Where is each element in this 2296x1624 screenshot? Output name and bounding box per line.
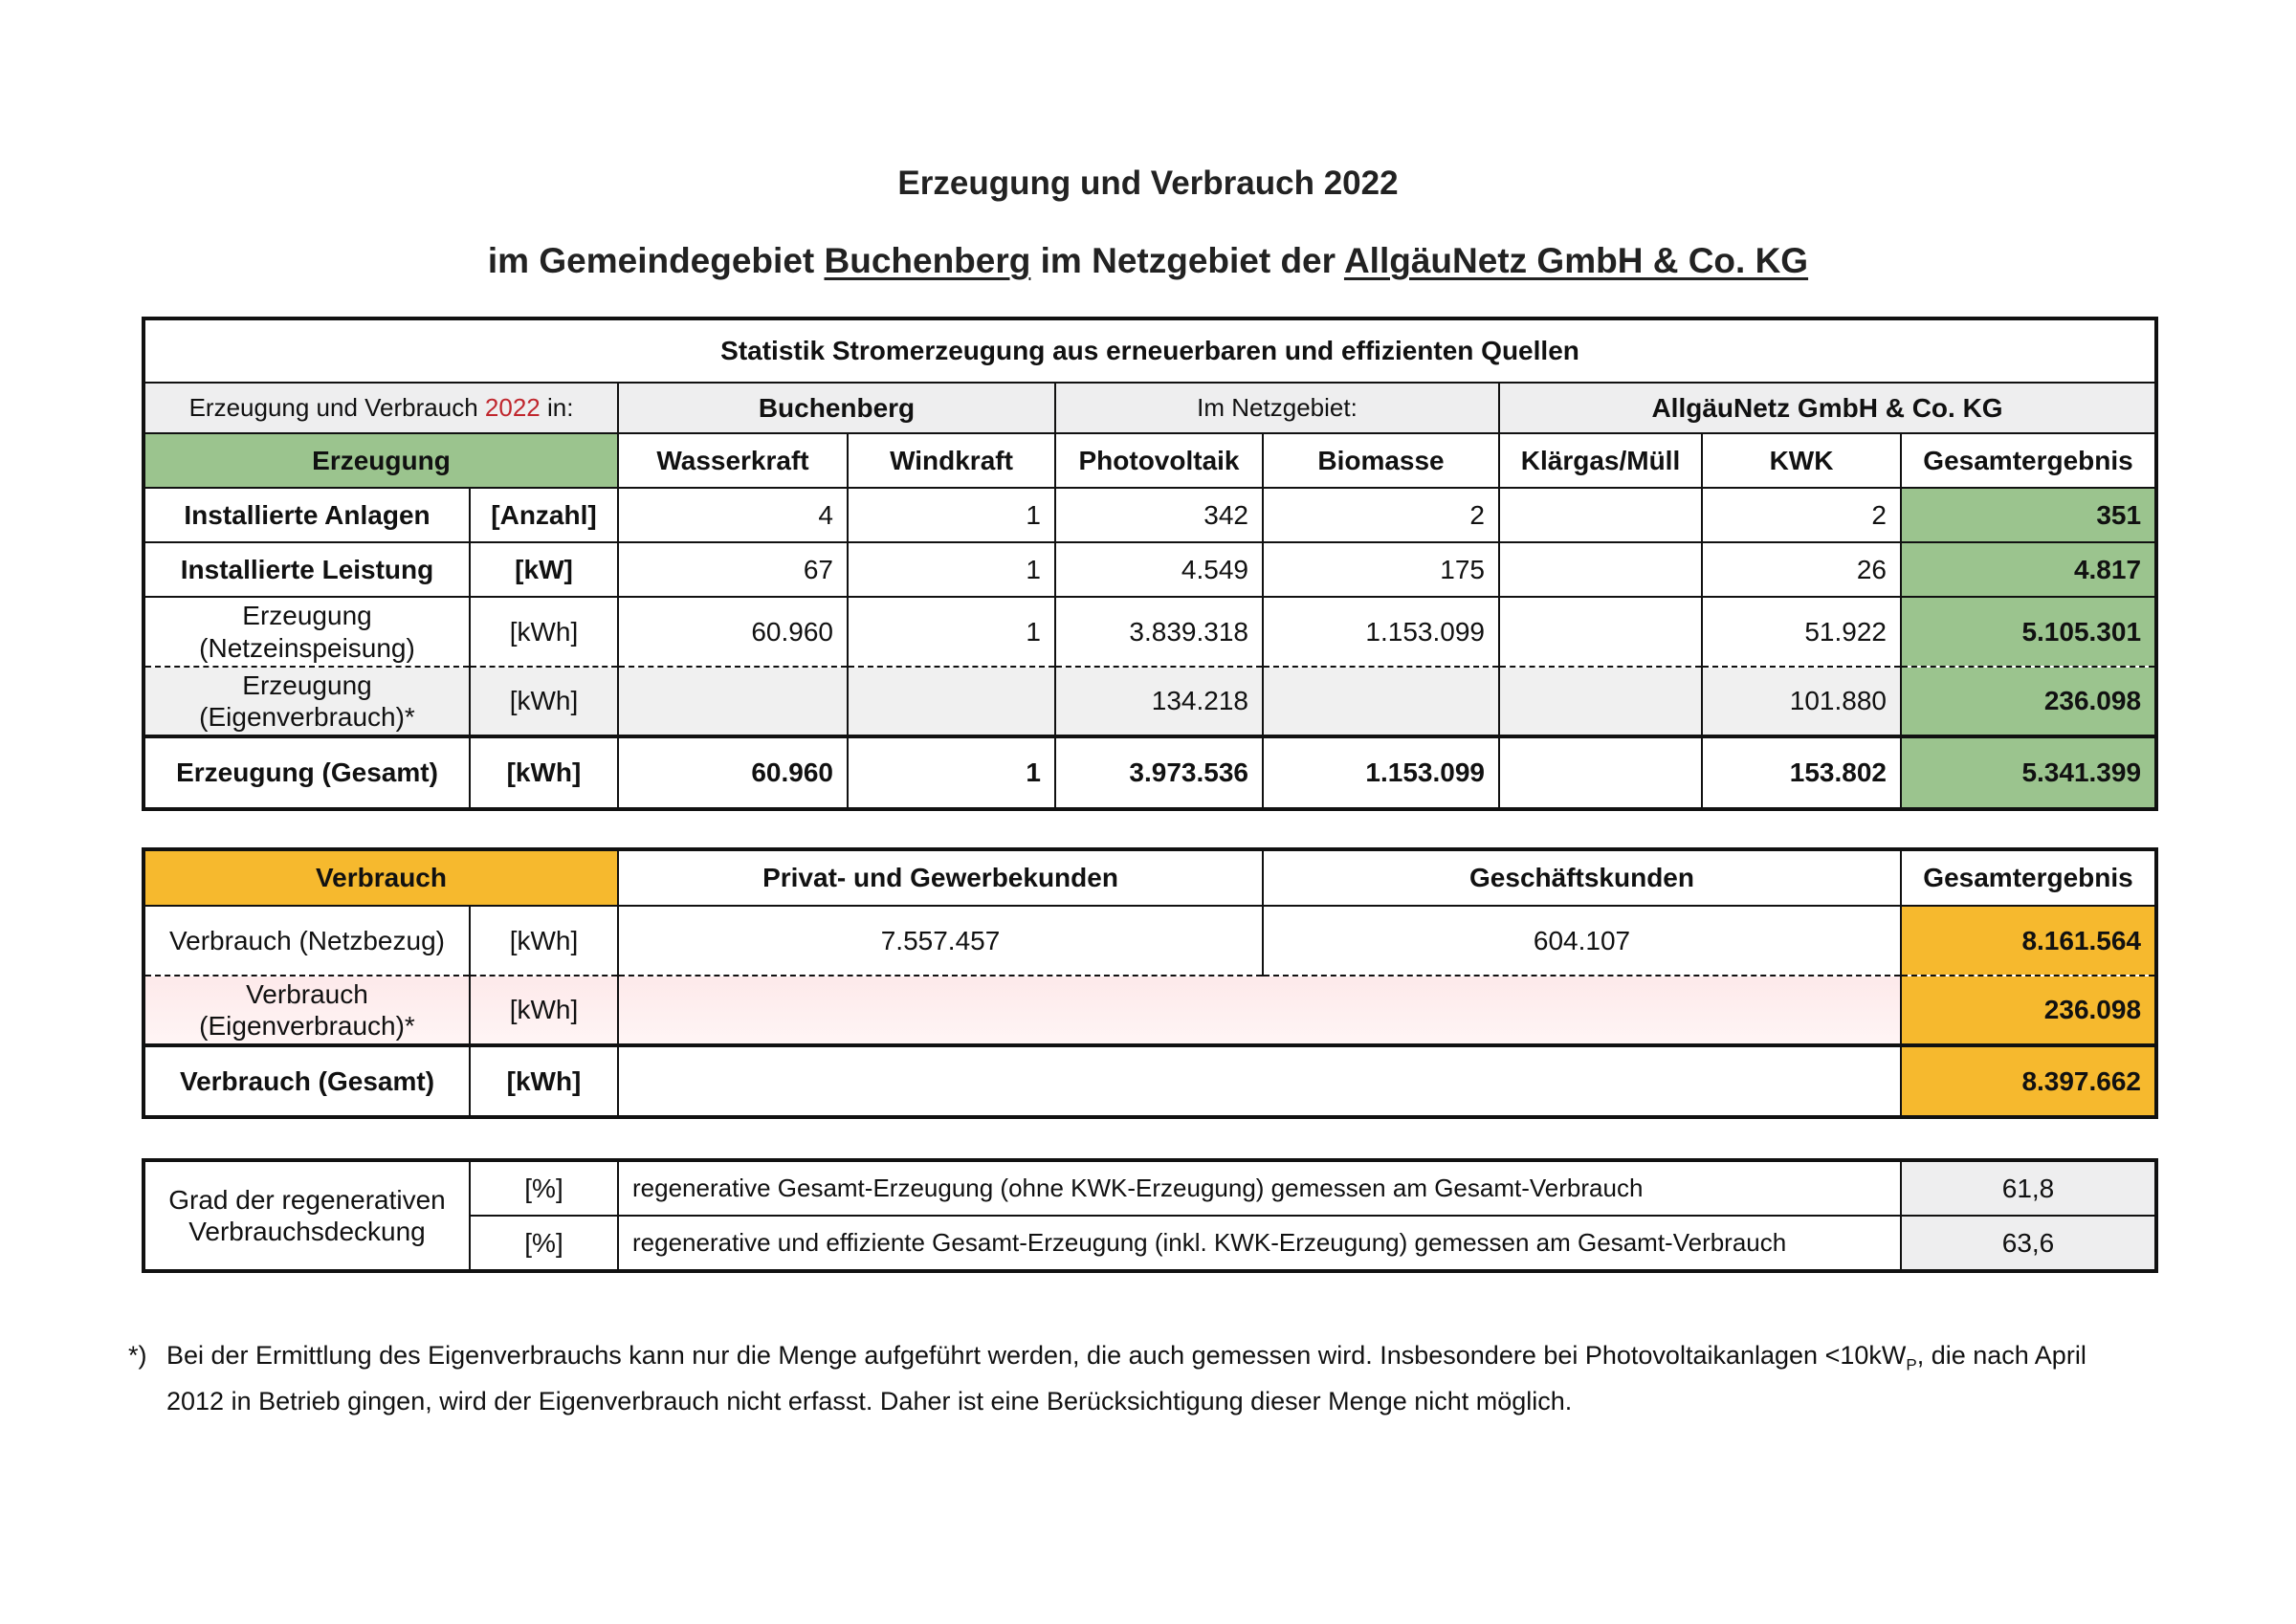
- total-cell: 8.161.564: [1901, 906, 2155, 976]
- cell: 3.839.318: [1055, 597, 1263, 667]
- row-label: Installierte Leistung: [144, 542, 470, 597]
- total-cell: 8.397.662: [1901, 1045, 2155, 1116]
- col-header: Windkraft: [848, 433, 1055, 488]
- cell: [1499, 488, 1702, 542]
- col-header: Klärgas/Müll: [1499, 433, 1702, 488]
- row-unit: [kWh]: [470, 667, 618, 736]
- cell: 4.549: [1055, 542, 1263, 597]
- subtitle-place: Buchenberg: [824, 241, 1031, 280]
- col-header: Wasserkraft: [618, 433, 848, 488]
- row-unit: [%]: [470, 1216, 618, 1270]
- cell: 4: [618, 488, 848, 542]
- footnote-text-part1: Bei der Ermittlung des Eigenverbrauchs kann nur die Menge aufgeführt werden, die auch gemessen wird. Insbesondere bei Photovoltaikanlagen <10kW: [166, 1341, 1907, 1370]
- cell: [1263, 667, 1499, 736]
- col-header: Privat- und Gewerbekunden: [618, 850, 1263, 906]
- total-cell: 5.341.399: [1901, 736, 2155, 808]
- cell: 51.922: [1702, 597, 1901, 667]
- cell: 1: [848, 488, 1055, 542]
- cell: [1499, 542, 1702, 597]
- table-row: [144, 1045, 2155, 1116]
- consumption-table: [144, 849, 2156, 1117]
- cell: [618, 667, 848, 736]
- cell: 2: [1702, 488, 1901, 542]
- row-unit: [kW]: [470, 542, 618, 597]
- grid-label: Im Netzgebiet:: [1055, 383, 1499, 433]
- table-row: [144, 597, 2155, 667]
- coverage-description: regenerative Gesamt-Erzeugung (ohne KWK-Erzeugung) gemessen am Gesamt-Verbrauch: [618, 1161, 1901, 1216]
- municipality-name: Buchenberg: [618, 383, 1055, 433]
- subtitle-prefix: im Gemeindegebiet: [487, 241, 825, 280]
- cell: 175: [1263, 542, 1499, 597]
- grid-operator: AllgäuNetz GmbH & Co. KG: [1499, 383, 2155, 433]
- row-label: Verbrauch (Eigenverbrauch)*: [144, 976, 470, 1045]
- footnote: [128, 1337, 2118, 1420]
- col-header: Biomasse: [1263, 433, 1499, 488]
- table-row: [144, 976, 2155, 1045]
- col-header: Gesamtergebnis: [1901, 850, 2155, 906]
- row-unit: [kWh]: [470, 906, 618, 976]
- table-row: [144, 667, 2155, 736]
- table-row: [144, 488, 2155, 542]
- coverage-label: Grad der regenerativen Verbrauchsdeckung: [144, 1161, 470, 1270]
- total-cell: 351: [1901, 488, 2155, 542]
- row-unit: [kWh]: [470, 1045, 618, 1116]
- cell: [618, 976, 1901, 1045]
- col-header: Geschäftskunden: [1263, 850, 1901, 906]
- cell: 1: [848, 542, 1055, 597]
- col-header: Photovoltaik: [1055, 433, 1263, 488]
- footnote-text-part2: , die nach April 2012 in Betrieb gingen, wird der Eigenverbrauch nicht erfasst. Daher ist eine Berücksichtigung dieser Menge nicht möglich.: [166, 1341, 2086, 1416]
- row-label: Erzeugung (Eigenverbrauch)*: [144, 667, 470, 736]
- info-label-suffix: in:: [540, 393, 574, 423]
- row-label: Installierte Anlagen: [144, 488, 470, 542]
- info-year: 2022: [484, 393, 541, 423]
- row-unit: [kWh]: [470, 736, 618, 808]
- footnote-marker: *): [128, 1341, 147, 1370]
- table-row: [144, 906, 2155, 976]
- row-label: Erzeugung (Netzeinspeisung): [144, 597, 470, 667]
- col-header: Gesamtergebnis: [1901, 433, 2155, 488]
- info-label: [144, 383, 618, 433]
- cell: 342: [1055, 488, 1263, 542]
- cell: 1.153.099: [1263, 597, 1499, 667]
- col-header: KWK: [1702, 433, 1901, 488]
- coverage-description: regenerative und effiziente Gesamt-Erzeugung (inkl. KWK-Erzeugung) gemessen am Gesamt-Verbrauch: [618, 1216, 1901, 1270]
- generation-caption: Statistik Stromerzeugung aus erneuerbaren und effizienten Quellen: [144, 319, 2155, 383]
- coverage-value: 61,8: [1901, 1161, 2155, 1216]
- cell: 60.960: [618, 597, 848, 667]
- coverage-table: [144, 1160, 2156, 1271]
- coverage-value: 63,6: [1901, 1216, 2155, 1270]
- generation-section-label: Erzeugung: [144, 433, 618, 488]
- cell: 60.960: [618, 736, 848, 808]
- cell: 67: [618, 542, 848, 597]
- table-row: [144, 736, 2155, 808]
- table-row: [144, 542, 2155, 597]
- page-title: Erzeugung und Verbrauch 2022: [897, 165, 1399, 202]
- cell: 3.973.536: [1055, 736, 1263, 808]
- cell: 1.153.099: [1263, 736, 1499, 808]
- cell: [1499, 667, 1702, 736]
- cell: [618, 1045, 1901, 1116]
- cell: 134.218: [1055, 667, 1263, 736]
- consumption-section-label: Verbrauch: [144, 850, 618, 906]
- cell: 153.802: [1702, 736, 1901, 808]
- cell: 1: [848, 736, 1055, 808]
- row-unit: [%]: [470, 1161, 618, 1216]
- total-cell: 236.098: [1901, 667, 2155, 736]
- cell: 26: [1702, 542, 1901, 597]
- footnote-subscript: P: [1906, 1355, 1917, 1374]
- cell: 604.107: [1263, 906, 1901, 976]
- cell: 1: [848, 597, 1055, 667]
- cell: [1499, 736, 1702, 808]
- cell: 2: [1263, 488, 1499, 542]
- total-cell: 5.105.301: [1901, 597, 2155, 667]
- row-label: Erzeugung (Gesamt): [144, 736, 470, 808]
- row-unit: [kWh]: [470, 597, 618, 667]
- page-subtitle: [0, 241, 2296, 281]
- cell: [848, 667, 1055, 736]
- total-cell: 4.817: [1901, 542, 2155, 597]
- generation-table: [144, 318, 2156, 809]
- table-row: [144, 1161, 2155, 1216]
- subtitle-middle: im Netzgebiet der: [1030, 241, 1344, 280]
- info-label-prefix: Erzeugung und Verbrauch: [188, 393, 485, 423]
- row-unit: [kWh]: [470, 976, 618, 1045]
- cell: 7.557.457: [618, 906, 1263, 976]
- row-unit: [Anzahl]: [470, 488, 618, 542]
- footnote-text: [166, 1337, 2118, 1420]
- row-label: Verbrauch (Gesamt): [144, 1045, 470, 1116]
- row-label: Verbrauch (Netzbezug): [144, 906, 470, 976]
- total-cell: 236.098: [1901, 976, 2155, 1045]
- cell: 101.880: [1702, 667, 1901, 736]
- subtitle-company: AllgäuNetz GmbH & Co. KG: [1343, 241, 1809, 280]
- cell: [1499, 597, 1702, 667]
